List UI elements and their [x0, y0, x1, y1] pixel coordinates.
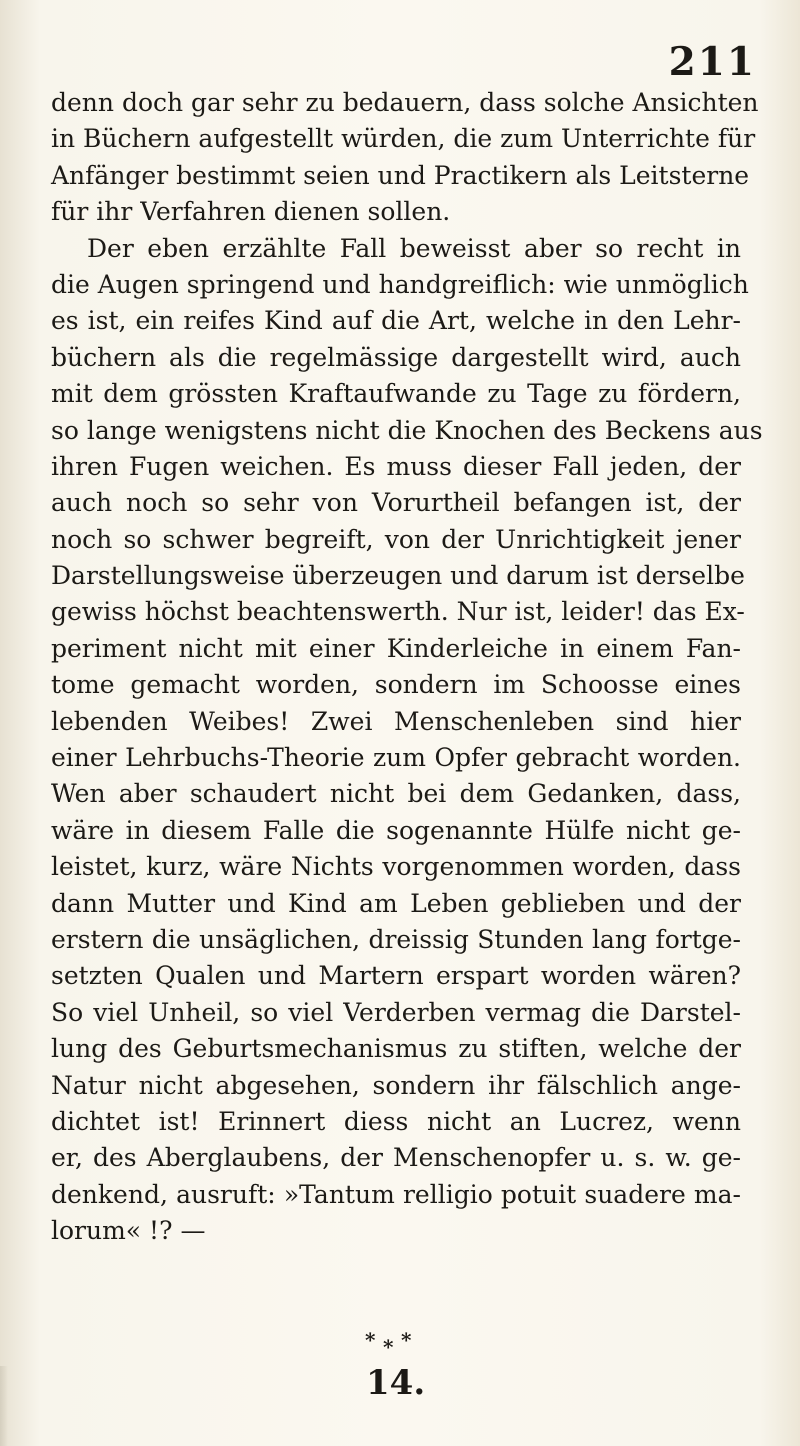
text-line: lorum« !? —: [51, 1216, 206, 1246]
text-line: gewiss höchst beachtenswerth. Nur ist, leider! das Ex-: [51, 597, 745, 627]
text-line: denkend, ausruft: »Tantum relligio potuit suadere ma-: [51, 1179, 741, 1209]
text-line: wäre in diesem Falle die sogenannte Hülfe nicht ge-: [51, 815, 741, 845]
text-line: noch so schwer begreift, von der Unrichtigkeit jener: [51, 524, 741, 554]
text-line: Der eben erzählte Fall beweisst aber so recht in: [87, 233, 741, 263]
separator-star-icon: *: [383, 1335, 394, 1359]
text-line: lung des Geburtsmechanismus zu stiften, welche der: [51, 1034, 741, 1064]
text-line: dann Mutter und Kind am Leben geblieben und der: [51, 888, 741, 918]
text-line: für ihr Verfahren dienen sollen.: [51, 197, 451, 227]
page-number: 211: [668, 39, 756, 85]
section-separator: [365, 1328, 415, 1358]
text-line: ihren Fugen weichen. Es muss dieser Fall jeden, der: [51, 451, 741, 481]
text-line: büchern als die regelmässige dargestellt wird, auch: [51, 342, 741, 372]
text-line: auch noch so sehr von Vorurtheil befangen ist, der: [51, 488, 741, 518]
text-line: Anfänger bestimmt seien und Practikern als Leitsterne: [51, 160, 750, 190]
text-line: Natur nicht abgesehen, sondern ihr fälschlich ange-: [51, 1070, 741, 1100]
text-line: Darstellungsweise überzeugen und darum ist derselbe: [51, 561, 745, 591]
separator-star-icon: *: [401, 1328, 412, 1352]
text-line: so lange wenigstens nicht die Knochen des Beckens aus: [51, 415, 763, 445]
body-text: [51, 85, 763, 1250]
text-line: die Augen springend und handgreiflich: wie unmöglich: [51, 269, 749, 299]
text-line: So viel Unheil, so viel Verderben vermag die Darstel-: [51, 997, 741, 1027]
separator-star-icon: *: [365, 1328, 376, 1352]
page-edge-shadow: [0, 1366, 8, 1446]
section-number: 14.: [366, 1363, 426, 1403]
text-line: setzten Qualen und Martern erspart worden wären?: [51, 961, 741, 991]
text-line: einer Lehrbuchs-Theorie zum Opfer gebracht worden.: [51, 743, 741, 773]
text-line: denn doch gar sehr zu bedauern, dass solche Ansichten: [51, 88, 759, 117]
text-line: in Büchern aufgestellt würden, die zum Unterrichte für: [51, 124, 756, 154]
text-line: dichtet ist! Erinnert diess nicht an Lucrez, wenn: [51, 1106, 741, 1136]
text-line: tome gemacht worden, sondern im Schoosse eines: [51, 670, 741, 700]
text-line: er, des Aberglaubens, der Menschenopfer u. s. w. ge-: [51, 1143, 741, 1173]
text-line: lebenden Weibes! Zwei Menschenleben sind hier: [51, 706, 741, 736]
text-line: es ist, ein reifes Kind auf die Art, welche in den Lehr-: [51, 306, 741, 336]
text-line: Wen aber schaudert nicht bei dem Gedanken, dass,: [51, 779, 741, 809]
text-line: periment nicht mit einer Kinderleiche in einem Fan-: [51, 633, 741, 663]
text-line: erstern die unsäglichen, dreissig Stunden lang fortge-: [51, 924, 741, 954]
text-line: leistet, kurz, wäre Nichts vorgenommen worden, dass: [51, 852, 741, 882]
text-line: mit dem grössten Kraftaufwande zu Tage zu fördern,: [51, 379, 741, 409]
